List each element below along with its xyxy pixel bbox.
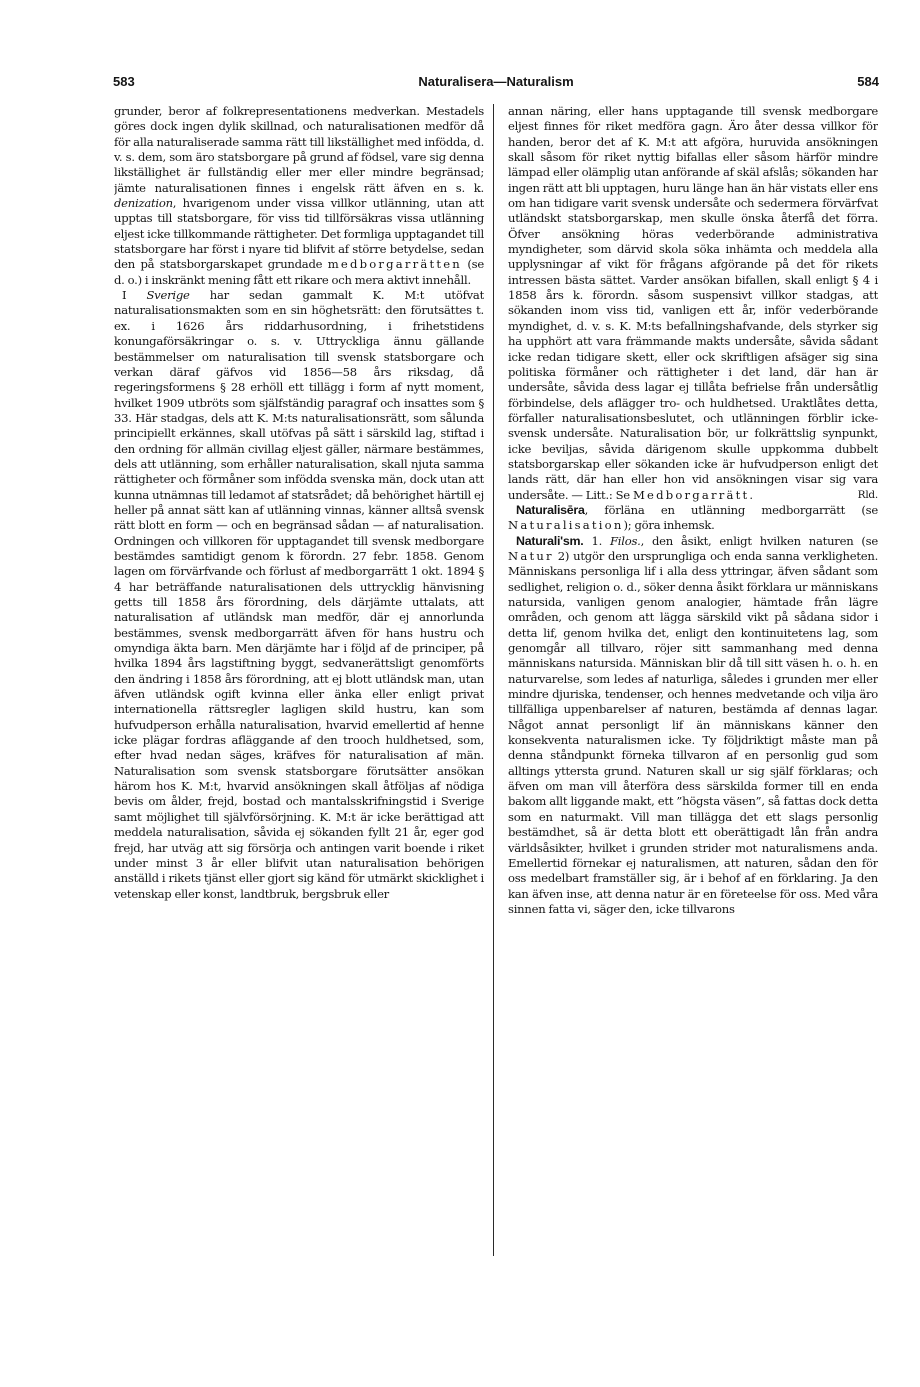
paragraph-continuation: grunder, beror af folkrepresentationens medverkan. Mestadels göres dock ingen dylik skillnad, och naturalisationen medför då för alla naturaliserade samma rätt till likställighet med infödda, d. v. s. dem, som äro statsborgare på grund af födsel, vare sig denna likställighet är fullständig eller mer eller mindre begränsad; jämte naturalisationen finnes i engelsk rätt äfven en s. k. denization, hvarigenom under vissa villkor utlänning, utan att upptas till statsborgare, för viss tid tillförsäkras vissa utlänning eljest icke tillkommande rättigheter. Det formliga upptagandet till statsborgare har först i nyare tid blifvit af större betydelse, sedan den på statsborgarskapet grundade medborgarrätten (se d. o.) i inskränkt mening fått ett rikare och mera aktivt innehåll.	[114, 104, 484, 287]
cross-reference: medborgarrätten	[327, 257, 462, 272]
entry-headword: Naturali'sm.	[516, 533, 584, 548]
entry-naturalisera: Naturalisēra, förläna en utlänning medborgarrätt (se Naturalisation); göra inhemsk.	[508, 502, 878, 533]
paragraph-sverige: I Sverige har sedan gammalt K. M:t utöfvat naturalisationsmakten som en sin höghetsrätt: den förutsättes t. ex. i 1626 års riddarhusordning, i frihetstidens konungaförsäkringar o. s. v. Uttryckliga ännu gällande bestämmelser om naturalisation till svensk statsborgare och verkan däraf gäfvos vid 1856—58 års riksdag, då regeringsformens § 28 erhöll ett tillägg i form af nytt moment, hvilket 1909 utbröts som själfständig paragraf och insattes som § 33. Här stadgas, dels att K. M:ts naturalisationsrätt, som sålunda principiellt erkännes, skall utöfvas på sätt i särskild lag, stiftad i den ordning för allmän civillag eljest gäller, närmare bestämmes, dels att utlänning, som erhåller naturalisation, skall njuta samma rättigheter och förmåner som infödda svenska män, dock utan att kunna utnämnas till ledamot af statsrådet; då behörighet härtill ej heller på annat sätt kan af utlänning vinnas, känner alltså svensk rätt blott en form — och en begränsad sådan — af naturalisation. Ordningen och villkoren för upptagandet till svensk medborgare bestämdes samtidigt genom k förordn. 27 febr. 1858. Genom lagen om förvärfvande och förlust af medborgarrätt 1 okt. 1894 § 4 har beträffande naturalisationen dels uttrycklig hänvisning getts till 1858 års förordning, dels därjämte uttalats, att naturalisation af utländsk man medför, där ej annorlunda bestämmes, svensk medborgarrätt äfven för hans hustru och omyndiga äkta barn. Men därjämte har i följd af de principer, på hvilka 1894 års lagstiftning byggt, sedvanerättsligt genomförts den ändring i 1858 års förordning, att ej blott utländsk man, utan äfven utländsk ogift kvinna eller änka eller enligt privat internationella rättsregler lagligen skild hustru, kan som hufvudperson erhålla naturalisation, hvarvid emellertid af henne icke plägar fordras afläggande af den trooch huldhetsed, som, efter hvad nedan säges, kräfves för naturalisation af män. Naturalisation som svensk statsborgare förutsätter ansökan härom hos K. M:t, hvarvid ansökningen skall åtföljas af nödiga bevis om ålder, frejd, bostad och mantalsskrifningstid i Sverige samt möjlighet till självförsörjning. K. M:t är icke berättigad att meddela naturalisation, såvida ej sökanden fyllt 21 år, eger god frejd, har utväg att sig försörja och antingen varit boende i riket under minst 3 år eller blifvit utan naturalisation behörigen anställd i rikets tjänst eller gjort sig känd för utmärkt skicklighet i vetenskap eller konst, landtbruk, bergsbruk eller	[114, 288, 484, 901]
cross-reference: Medborgarrätt	[632, 487, 750, 502]
right-column	[508, 104, 878, 1264]
cross-reference: Naturalisation	[508, 518, 624, 533]
subject-italic: Filos.	[610, 533, 641, 548]
page-number-left: 583	[113, 74, 135, 89]
entry-naturalism: Naturali'sm. 1. Filos., den åsikt, enligt hvilken naturen (se Natur 2) utgör den ursprungliga och enda sanna verkligheten. Människans personliga lif i alla dess yttringar, äfven sådant som sedlighet, religion o. d., söker denna åsikt förklara ur människans natursida, vanligen genom analogier, hämtade från lägre områden, och genom att lägga särskild vikt på sådana sidor i detta lif, genom hvilka det, enligt den kontinuitetens lag, som genomgår all tillvaro, röjer sitt sammanhang med denna människans natursida. Människan blir då till sitt väsen h. o. h. en naturvarelse, som ledes af naturliga, således i grunden mer eller mindre djuriska, tendenser, och hennes medvetande och vilja äro tillfälliga uppenbarelser af naturen, bestämda af dennas lagar. Något annat personligt lif än människans känner den konsekventa naturalismen icke. Ty följdriktigt måste man på denna ståndpunkt förneka tillvaron af en personlig gud som alltings yttersta grund. Naturen skall ur sig själf förklaras; och äfven om man vill återföra dess särskilda former till en enda bakom allt liggande makt, ett ”högsta väsen”, så fattas dock detta som en naturmakt. Vill man tillägga det ett slags personlig bestämdhet, så är detta blott ett oberättigadt lån från andra världsåsikter, hvilket i grunden strider mot naturalismens anda. Emellertid förnekar ej naturalismen, att naturen, sådan den för oss medelbart framställer sig, är i behof af en förklaring. Ja den kan äfven inse, att denna natur är en företeelse för oss. Med våra sinnen fatta vi, säger den, icke tillvarons	[508, 533, 878, 916]
paragraph-continuation: annan näring, eller hans upptagande till svensk medborgare eljest finnes för riket medföra gagn. Äro åter dessa villkor för handen, beror det af K. M:t att afgöra, huruvida ansökningen skall såsom för riket nyttig bifallas eller såsom härför mindre lämpad eller olämplig utan anförande af skäl afslås; sökanden har ingen rätt att bli upptagen, huru länge han än här vistats eller ens om han tidigare varit svensk undersåte och sedermera förvärfvat utländskt statsborgarskap, men skulle önska återfå det förra. Öfver ansökning höras vederbörande administrativa myndigheter, som därvid skola söka inhämta och meddela alla upplysningar af vikt för frågans afgörande på det för rikets intressen bästa sättet. Varder ansökan bifallen, skall enligt § 4 i 1858 års k. förordn. såsom suspensivt villkor stadgas, att sökanden inom viss tid, vanligen ett år, inför vederbörande myndighet, d. v. s. K. M:ts befallningshafvande, dels styrker sig ha upphört att vara främmande makts undersåte, såvida sådant icke redan tidigare skett, eller ock skriftligen afsäger sig sina politiska förmåner och rättigheter i det land, där han är undersåte, såvida dess lagar ej tillåta befrielse från undersåtlig förbindelse, dels aflägger tro- och huldhetsed. Uraktlåtes detta, förfaller naturalisationsbeslutet, och utlänningen förblir icke-svensk undersåte. Naturalisation bör, ur folkrättslig synpunkt, icke beviljas, såvida därigenom skulle uppkomma dubbelt statsborgarskap eller sökanden icke är hufvudperson enligt det lands rätt, där han eller hon vid ansökningen visar sig vara undersåte. — Litt.: Se Medborgarrätt. Rld.	[508, 104, 878, 502]
country-italic: Sverige	[146, 288, 190, 303]
left-column	[114, 104, 484, 1264]
running-title: Naturalisera—Naturalism	[418, 74, 574, 89]
author-signature: Rld.	[857, 488, 878, 501]
entry-headword: Naturalisēra	[516, 502, 585, 517]
page-number-right: 584	[857, 74, 879, 89]
term-italic: denization	[114, 196, 173, 211]
running-header	[113, 74, 879, 94]
cross-reference: Natur	[508, 548, 554, 563]
column-divider	[493, 104, 494, 1256]
